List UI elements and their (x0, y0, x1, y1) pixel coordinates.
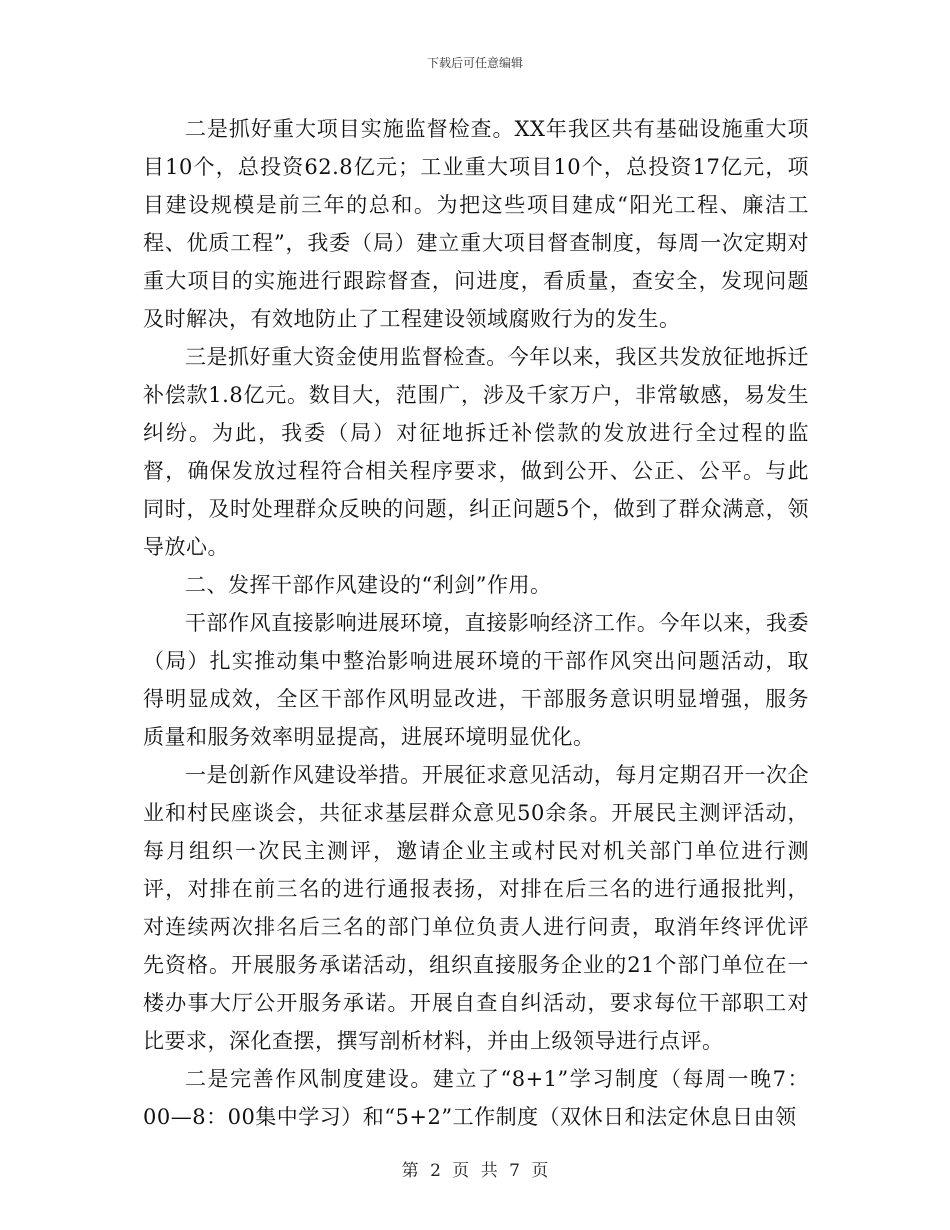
paragraph-major-funds: 三是抓好重大资金使用监督检查。今年以来，我区共发放征地拆迁补偿款1.8亿元。数目大，范围广，涉及千家万户，非常敏感，易发生纠纷。为此，我委（局）对征地拆迁补偿款的发放进行全过程的监督，确保发放过程符合相关程序要求，做到公开、公正、公平。与此同时，及时处理群众反映的问题，纠正问题5个，做到了群众满意，领导放心。 (143, 345, 809, 559)
page-header: 下载后可任意编辑 (426, 56, 523, 70)
paragraph-innovation-measures: 一是创新作风建设举措。开展征求意见活动，每月定期召开一次企业和村民座谈会，共征求基层群众意见50余条。开展民主测评活动，每月组织一次民主测评，邀请企业主或村民对机关部门单位进行测评，对排在前三名的进行通报表扬，对排在后三名的进行通报批判，对连续两次排名后三名的部门单位负责人进行问责，取消年终评优评先资格。开展服务承诺活动，组织直接服务企业的21个部门单位在一楼办事大厅公开服务承诺。开展自查自纠活动，要求每位干部职工对比要求，深化查摆，撰写剖析材料，并由上级领导进行点评。 (143, 763, 809, 1053)
page-footer: 第 2 页 共 7 页 (401, 1161, 549, 1181)
section-heading-cadre-style: 二、发挥干部作风建设的“利剑”作用。 (185, 573, 552, 597)
document-body (143, 110, 809, 1136)
paragraph-system-building: 二是完善作风制度建设。建立了“8+1”学习制度（每周一晚7：00—8：00集中学习）和“5+2”工作制度（双休日和法定休息日由领 (143, 1067, 809, 1129)
paragraph-major-projects: 二是抓好重大项目实施监督检查。XX年我区共有基础设施重大项目10个，总投资62.8亿元；工业重大项目10个，总投资17亿元，项目建设规模是前三年的总和。为把这些项目建成“阳光工程、廉洁工程、优质工程”，我委（局）建立重大项目督查制度，每周一次定期对重大项目的实施进行跟踪督查，问进度，看质量，查安全，发现问题及时解决，有效地防止了工程建设领域腐败行为的发生。 (143, 117, 809, 331)
paragraph-cadre-style-intro: 干部作风直接影响进展环境，直接影响经济工作。今年以来，我委（局）扎实推动集中整治影响进展环境的干部作风突出问题活动，取得明显成效，全区干部作风明显改进，干部服务意识明显增强，服务质量和服务效率明显提高，进展环境明显优化。 (143, 611, 809, 749)
